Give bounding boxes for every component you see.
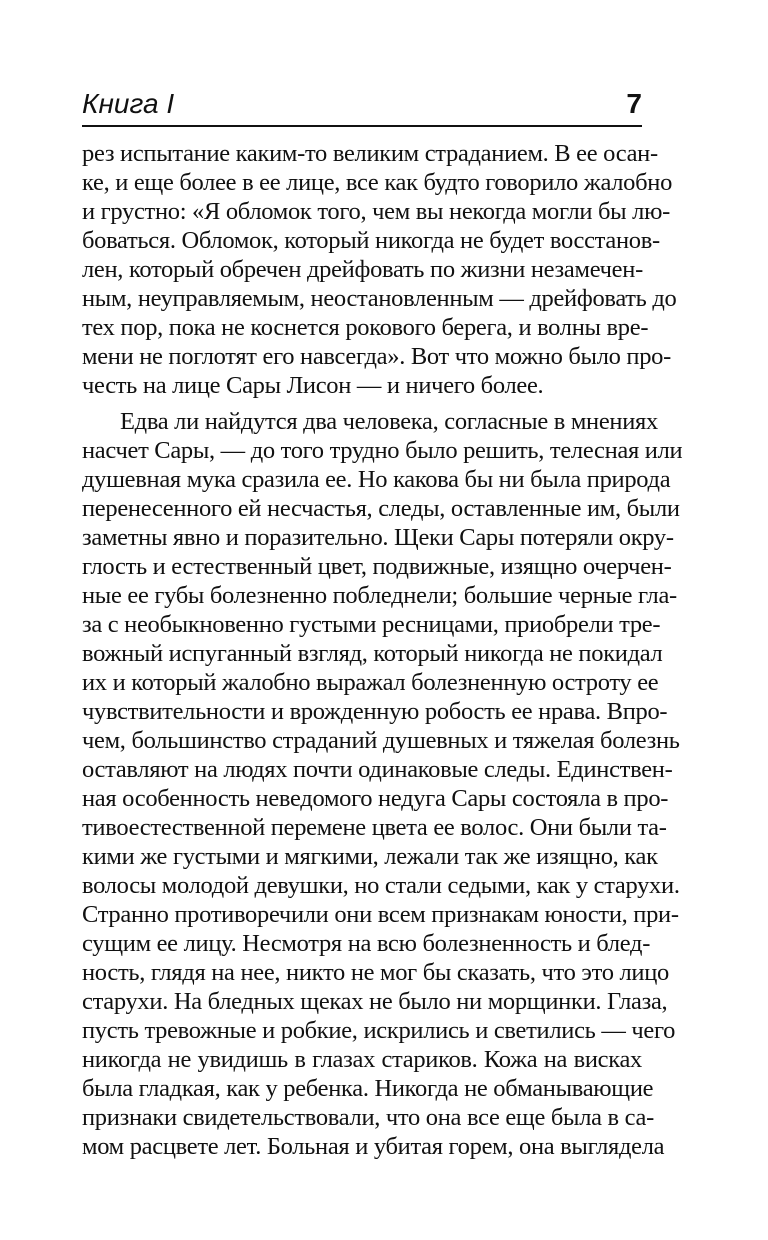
text-line: глость и естественный цвет, подвижные, изящно очерчен- <box>82 553 672 580</box>
text-line: душевная мука сразила ее. Но какова бы ни была природа <box>82 466 671 493</box>
text-line: чувствительности и врожденную робость ее нрава. Впро- <box>82 698 668 725</box>
paragraph-gap <box>82 400 642 407</box>
paragraph-1 <box>82 139 677 400</box>
text-line: ность, глядя на нее, никто не мог бы сказать, что это лицо <box>82 959 669 986</box>
text-line: мом расцвете лет. Больная и убитая горем, она выглядела <box>82 1133 665 1160</box>
text-line: волосы молодой девушки, но стали седыми, как у старухи. <box>82 872 680 899</box>
text-line: честь на лице Сары Лисон — и ничего более. <box>82 372 544 399</box>
text-line: рез испытание каким-то великим страданием. В ее осан- <box>82 140 658 167</box>
book-title: Книга I <box>82 88 175 119</box>
text-line: за с необыкновенно густыми ресницами, приобрели тре- <box>82 611 661 638</box>
text-line: перенесенного ей несчастья, следы, оставленные им, были <box>82 495 680 522</box>
text-line: кими же густыми и мягкими, лежали так же изящно, как <box>82 843 658 870</box>
header-rule <box>82 125 642 127</box>
text-line: ным, неуправляемым, неостановленным — дрейфовать до <box>82 285 677 312</box>
text-line: Едва ли найдутся два человека, согласные в мнениях <box>120 408 658 435</box>
text-line: никогда не увидишь в глазах стариков. Кожа на висках <box>82 1046 642 1073</box>
body-text <box>82 139 683 1161</box>
paragraph-2 <box>82 407 683 1161</box>
text-line: ная особенность неведомого недуга Сары состояла в про- <box>82 785 669 812</box>
text-line: вожный испуганный взгляд, который никогда не покидал <box>82 640 663 667</box>
text-line: ные ее губы болезненно побледнели; большие черные гла- <box>82 582 677 609</box>
text-line: чем, большинство страданий душевных и тяжелая болезнь <box>82 727 680 754</box>
page-number: 7 <box>626 88 642 119</box>
text-line: оставляют на людях почти одинаковые следы. Единствен- <box>82 756 673 783</box>
text-line: тех пор, пока не коснется рокового берега, и волны вре- <box>82 314 649 341</box>
text-line: Странно противоречили они всем признакам юности, при- <box>82 901 679 928</box>
text-line: лен, который обречен дрейфовать по жизни незамечен- <box>82 256 643 283</box>
text-line: заметны явно и поразительно. Щеки Сары потеряли окру- <box>82 524 674 551</box>
text-line: мени не поглотят его навсегда». Вот что можно было про- <box>82 343 671 370</box>
text-line: сущим ее лицу. Несмотря на всю болезненность и блед- <box>82 930 651 957</box>
text-line: насчет Сары, — до того трудно было решить, телесная или <box>82 437 683 464</box>
text-line: ке, и еще более в ее лице, все как будто говорило жалобно <box>82 169 673 196</box>
text-line: была гладкая, как у ребенка. Никогда не обманывающие <box>82 1075 654 1102</box>
text-line: их и который жалобно выражал болезненную остроту ее <box>82 669 659 696</box>
running-head <box>82 88 642 122</box>
text-line: тивоестественной перемене цвета ее волос. Они были та- <box>82 814 667 841</box>
text-line: пусть тревожные и робкие, искрились и светились — чего <box>82 1017 676 1044</box>
text-line: признаки свидетельствовали, что она все еще была в са- <box>82 1104 654 1131</box>
text-line: и грустно: «Я обломок того, чем вы некогда могли бы лю- <box>82 198 670 225</box>
text-line: боваться. Обломок, который никогда не будет восстанов- <box>82 227 660 254</box>
text-line: старухи. На бледных щеках не было ни морщинки. Глаза, <box>82 988 668 1015</box>
